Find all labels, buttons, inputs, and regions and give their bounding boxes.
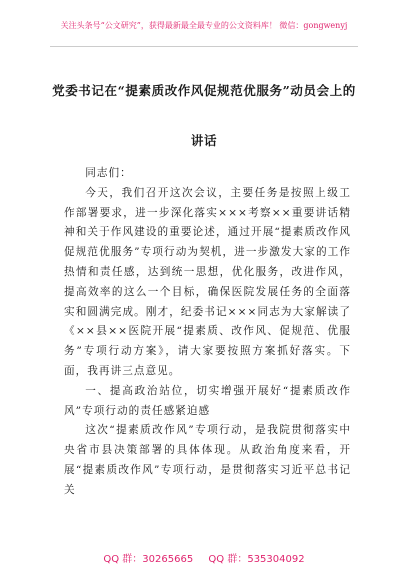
- body-paragraph: 今天，我们召开这次会议，主要任务是按照上级工作部署要求，进一步深化落实×××考察××重要讲话精神和关于作风建设的重要论述，通过开展“提素质改作风促规范优服务”专项行动为契机，进一步激发大家的工作热情和责任感，达到统一思想，优化服务，改进作风，提高效率的这么一个目标，确保医院发展任务的全面落实和圆满完成。刚才，纪委书记×××同志为大家解读了《××县××医院开展“提素质、改作风、促规范、优服务”专项行动方案》，请大家要按照方案抓好落实。下面，我再讲三点意见。: [64, 186, 351, 377]
- footer-contact: [0, 550, 408, 565]
- section-paragraph: 这次“提素质改作风”专项行动，是我院贯彻落实中央省市县决策部署的具体体现。从政治角度来看，开展“提素质改作风”专项行动，是贯彻落实习近平总书记关: [64, 424, 351, 496]
- document-title: 党委书记在“提素质改作风促规范优服务”动员会上的讲话: [52, 83, 356, 148]
- header-promo-note: 关注头条号“公文研究”，获得最新最全最专业的公文资料库！ 微信：gongwenyj: [60, 21, 348, 30]
- document-body: [64, 164, 351, 501]
- footer-qq-group-2: QQ 群：535304092: [208, 554, 305, 565]
- salutation: 同志们：: [85, 167, 132, 179]
- footer-qq-group-1: QQ 群：30265665: [103, 554, 194, 565]
- header-divider: [50, 46, 358, 47]
- section-heading: 一、提高政治站位，切实增强开展好“提素质改作风”专项行动的责任感紧迫感: [64, 384, 351, 417]
